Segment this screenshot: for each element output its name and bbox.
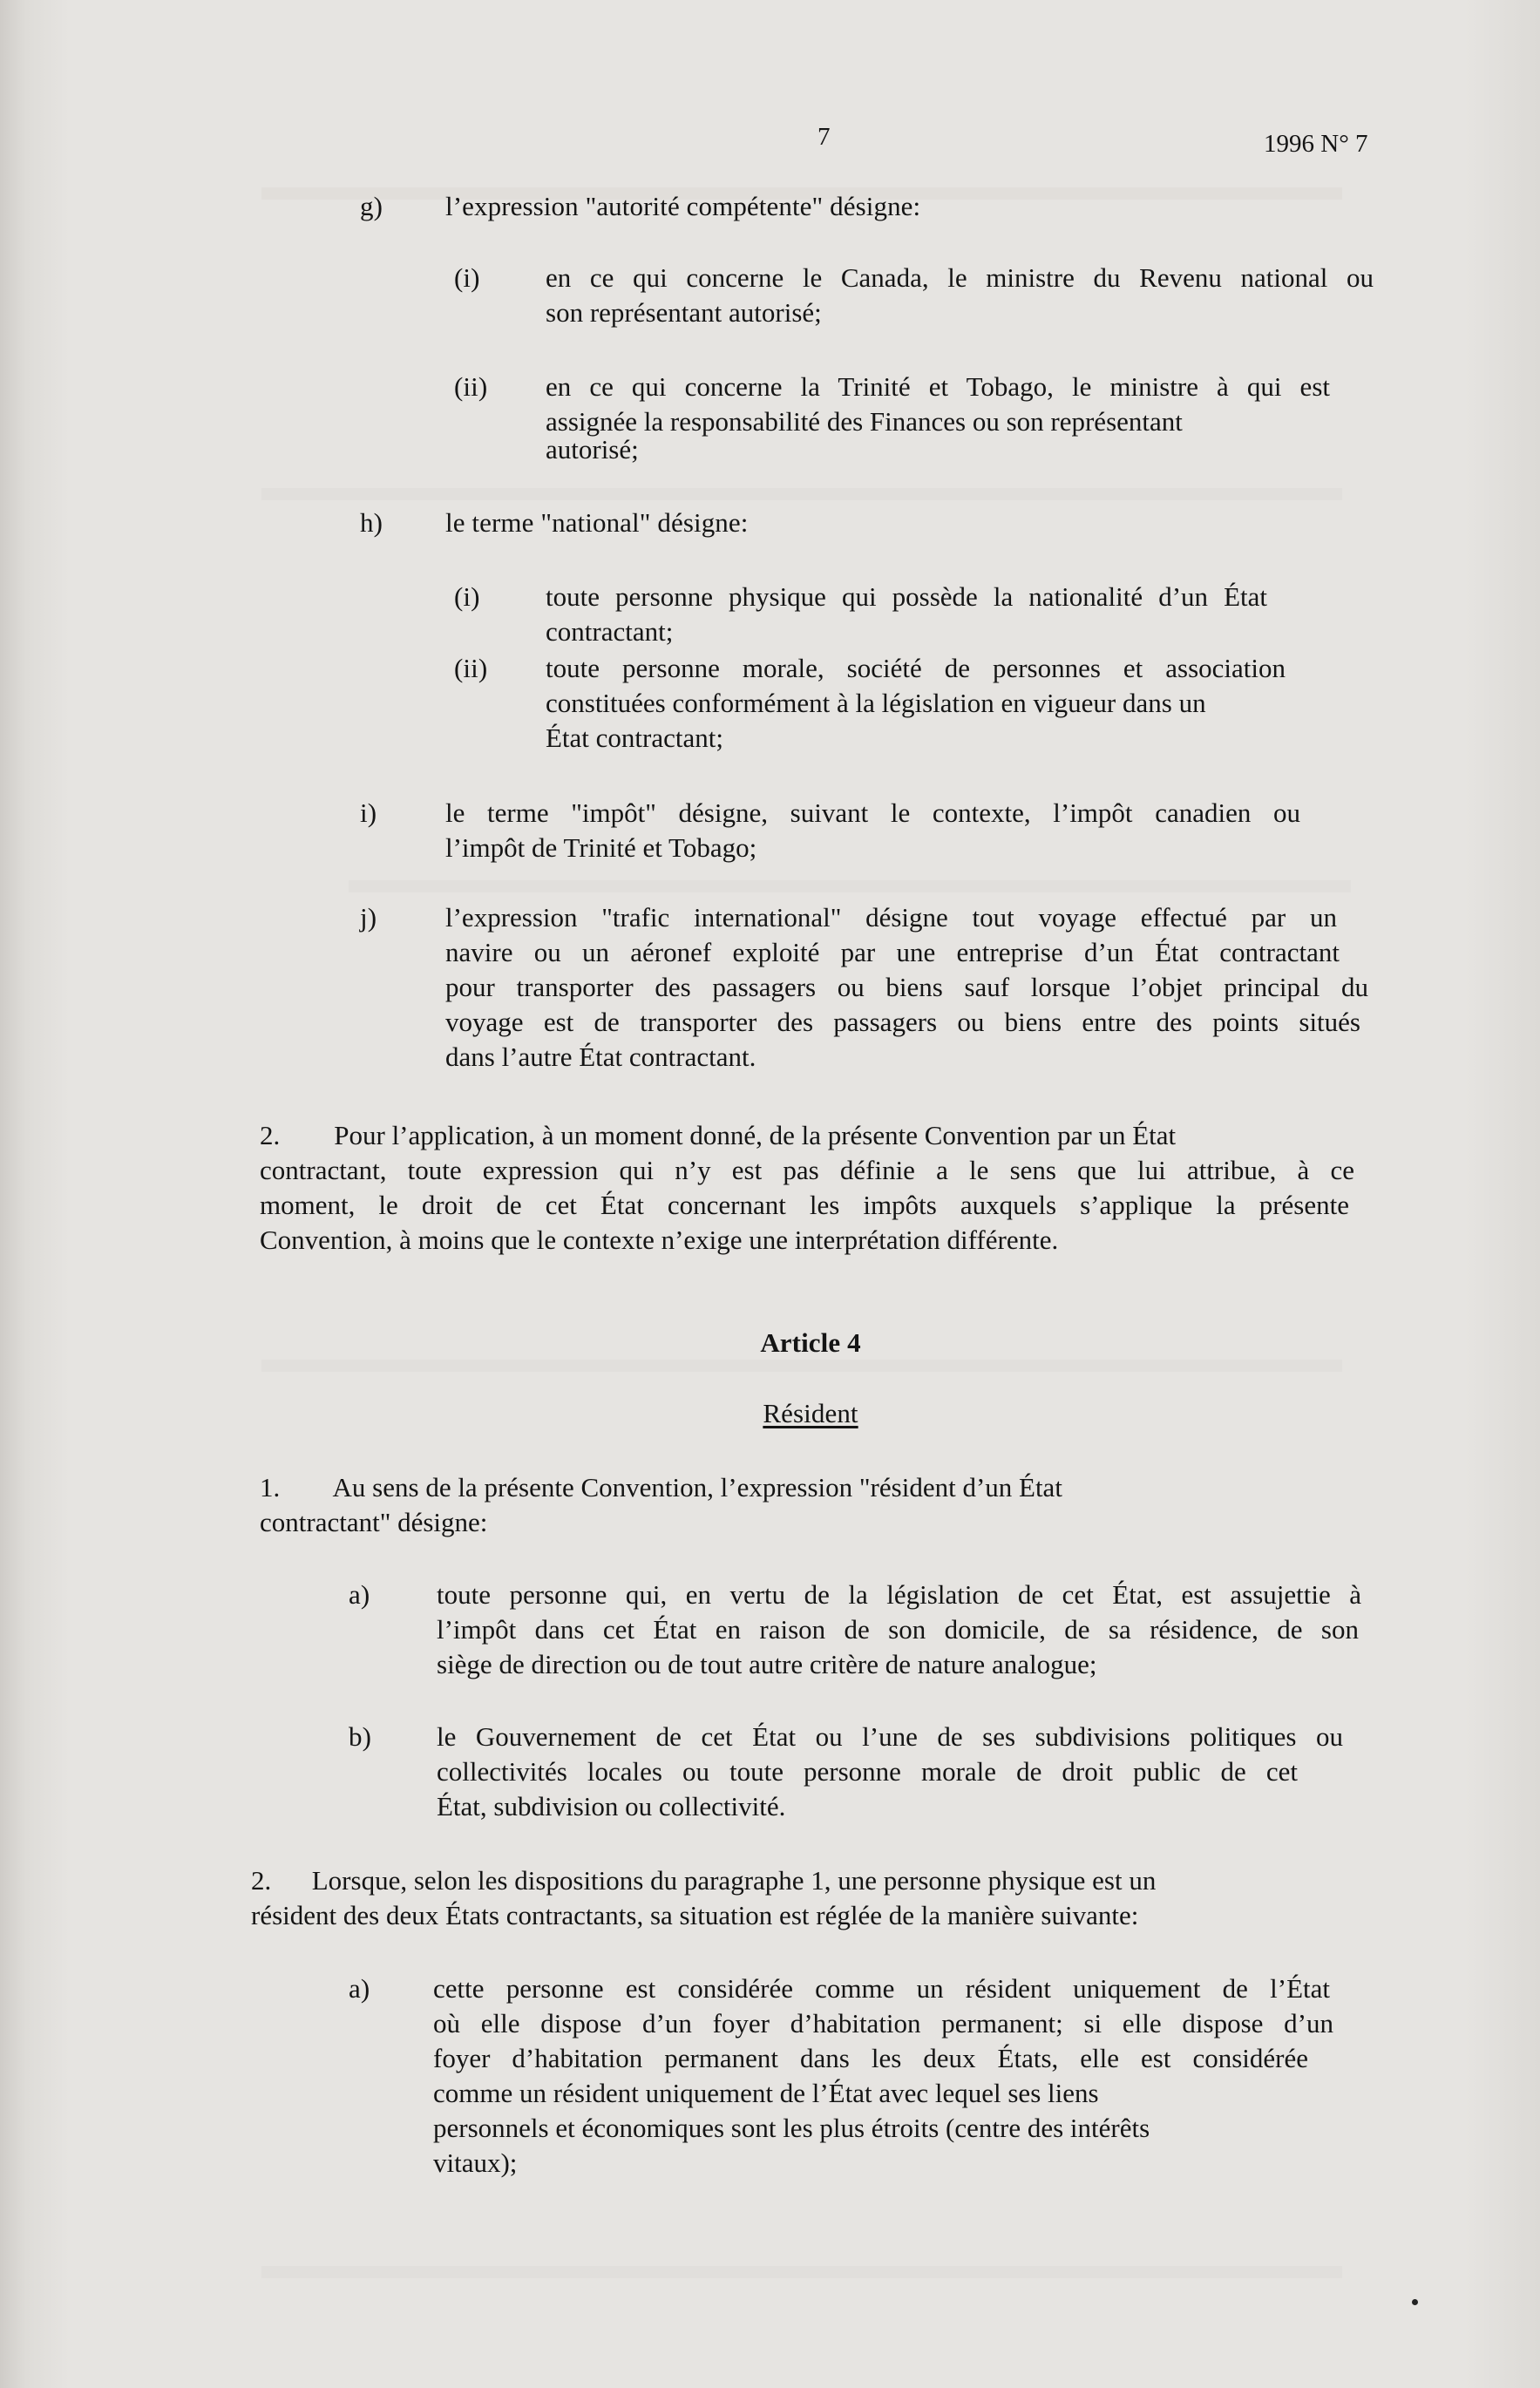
art4-para1-line1: 1. Au sens de la présente Convention, l’expression "résident d’un État: [260, 1472, 1062, 1503]
art4-p2-a-line1: cette personne est considérée comme un résident uniquement de l’État: [433, 1973, 1330, 2004]
art4-a-line3: siège de direction ou de tout autre critère de nature analogue;: [437, 1649, 1097, 1679]
article-subtitle: Résident: [763, 1398, 858, 1428]
art4-para1-line2: contractant" désigne:: [260, 1507, 488, 1537]
item-label-g: g): [360, 191, 383, 221]
article-title: Article 4: [760, 1327, 861, 1358]
ink-speck: [1412, 2299, 1418, 2305]
item-j-line1: l’expression "trafic international" désigne tout voyage effectué par un: [445, 902, 1337, 933]
art4-b-line1: le Gouvernement de cet État ou l’une de ses subdivisions politiques ou: [437, 1721, 1343, 1752]
subitem-h-i-line2: contractant;: [546, 616, 674, 647]
art4-p2-a-line2: où elle dispose d’un foyer d’habitation permanent; si elle dispose d’un: [433, 2008, 1333, 2039]
subitem-g-i-line2: son représentant autorisé;: [546, 297, 822, 328]
item-j-line5: dans l’autre État contractant.: [445, 1041, 756, 1072]
art4-b-line3: État, subdivision ou collectivité.: [437, 1791, 786, 1822]
item-i-line2: l’impôt de Trinité et Tobago;: [445, 832, 757, 863]
art4-para2-line1: 2. Lorsque, selon les dispositions du paragraphe 1, une personne physique est un: [251, 1865, 1157, 1896]
para2-line2: contractant, toute expression qui n’y est pas définie a le sens que lui attribue, à ce: [260, 1155, 1354, 1185]
subitem-g-ii-line2: assignée la responsabilité des Finances ou son représentant: [546, 406, 1183, 437]
document-reference: 1996 N° 7: [1264, 130, 1368, 158]
art4-p2-label-a: a): [349, 1973, 370, 2004]
subitem-g-ii-line3: autorisé;: [546, 434, 639, 465]
subitem-label-g-ii: (ii): [454, 371, 488, 402]
item-g-text: l’expression "autorité compétente" désigne:: [445, 191, 921, 221]
subitem-label-h-i: (i): [454, 581, 480, 612]
art4-a-line2: l’impôt dans cet État en raison de son domicile, de sa résidence, de son: [437, 1614, 1359, 1645]
item-j-line4: voyage est de transporter des passagers ou biens entre des points situés: [445, 1007, 1360, 1037]
art4-para2-line2: résident des deux États contractants, sa situation est réglée de la manière suivante:: [251, 1900, 1139, 1930]
item-j-line2: navire ou un aéronef exploité par une entreprise d’un État contractant: [445, 937, 1340, 967]
item-h-text: le terme "national" désigne:: [445, 507, 749, 538]
subitem-label-g-i: (i): [454, 262, 480, 293]
art4-label-a: a): [349, 1579, 370, 1610]
para2-line3: moment, le droit de cet État concernant les impôts auxquels s’applique la présente: [260, 1190, 1349, 1220]
para2-line1: 2. Pour l’application, à un moment donné, de la présente Convention par un État: [260, 1120, 1177, 1150]
art4-p2-a-line4: comme un résident uniquement de l’État avec lequel ses liens: [433, 2078, 1099, 2108]
subitem-g-ii-line1: en ce qui concerne la Trinité et Tobago, le ministre à qui est: [546, 371, 1330, 402]
para2-line4: Convention, à moins que le contexte n’exige une interprétation différente.: [260, 1225, 1059, 1255]
subitem-h-ii-line1: toute personne morale, société de personnes et association: [546, 653, 1286, 683]
subitem-h-ii-line3: État contractant;: [546, 723, 723, 753]
art4-label-b: b): [349, 1721, 372, 1752]
art4-a-line1: toute personne qui, en vertu de la législation de cet État, est assujettie à: [437, 1579, 1361, 1610]
art4-p2-a-line3: foyer d’habitation permanent dans les deux États, elle est considérée: [433, 2043, 1308, 2073]
art4-b-line2: collectivités locales ou toute personne morale de droit public de cet: [437, 1756, 1298, 1787]
art4-p2-a-line6: vitaux);: [433, 2147, 518, 2178]
item-i-line1: le terme "impôt" désigne, suivant le contexte, l’impôt canadien ou: [445, 797, 1300, 828]
page-number: 7: [817, 123, 831, 151]
subitem-label-h-ii: (ii): [454, 653, 488, 683]
item-label-i: i): [360, 797, 377, 828]
art4-p2-a-line5: personnels et économiques sont les plus étroits (centre des intérêts: [433, 2113, 1150, 2143]
subitem-h-i-line1: toute personne physique qui possède la nationalité d’un État: [546, 581, 1267, 612]
item-j-line3: pour transporter des passagers ou biens sauf lorsque l’objet principal du: [445, 972, 1368, 1002]
subitem-h-ii-line2: constituées conformément à la législation en vigueur dans un: [546, 688, 1206, 718]
item-label-j: j): [360, 902, 377, 933]
item-label-h: h): [360, 507, 383, 538]
subitem-g-i-line1: en ce qui concerne le Canada, le ministre du Revenu national ou: [546, 262, 1374, 293]
